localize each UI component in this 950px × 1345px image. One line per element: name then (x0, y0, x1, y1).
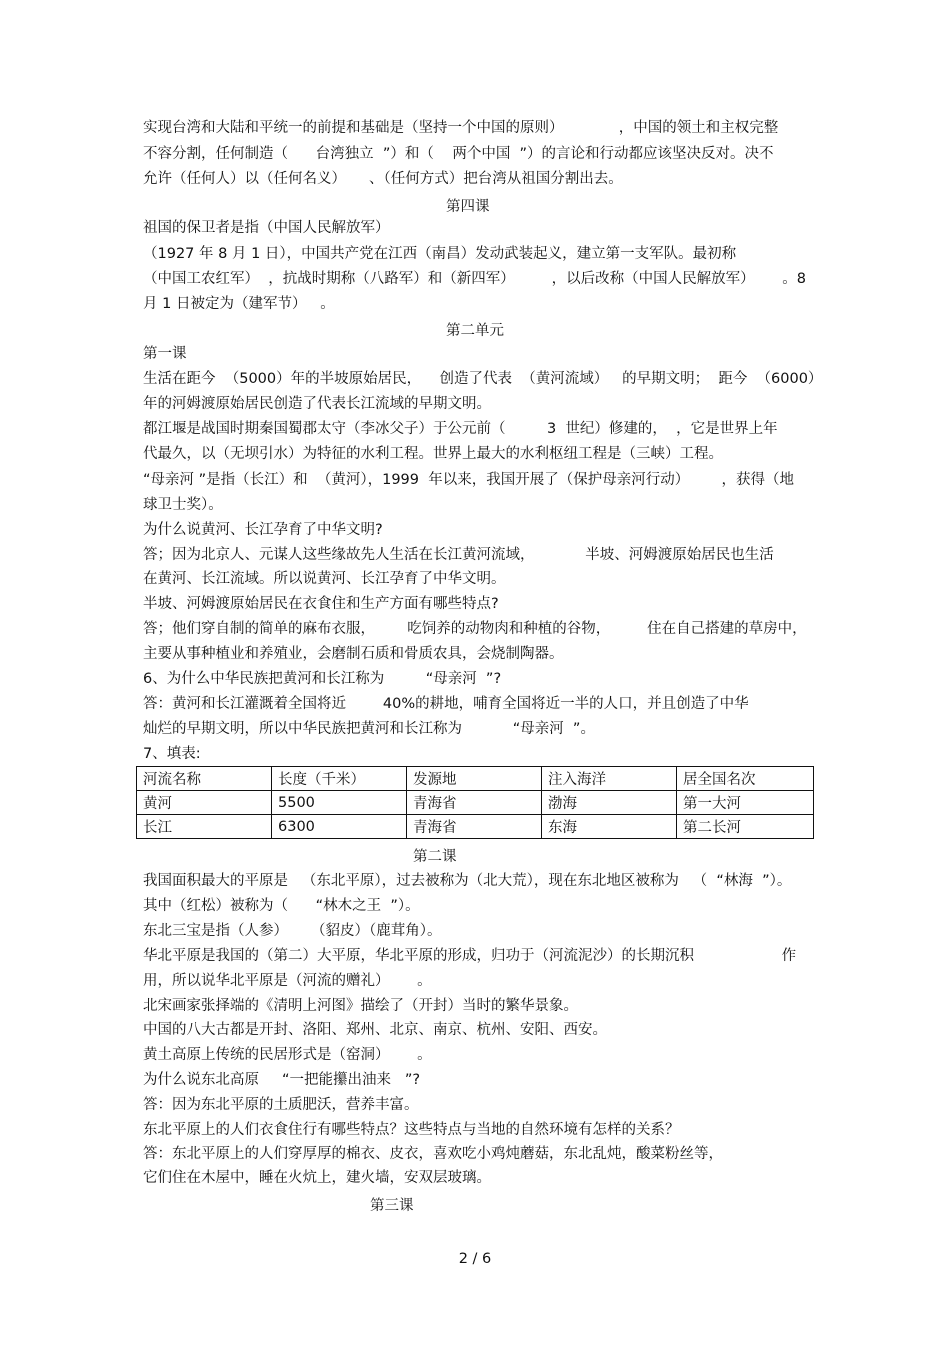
answer-line: 答：因为东北平原的土质肥沃，营养丰富。 (143, 1097, 419, 1113)
section-heading: 第二课 (413, 849, 457, 865)
page-number: 2 / 6 (458, 1251, 492, 1267)
text-line: （1927 年 8 月 1 日），中国共产党在江西（南昌）发动武装起义，建立第一支军队。最初称 (143, 246, 737, 262)
text-line: 黄土高原上传统的民居形式是（窑洞） 。 (143, 1047, 432, 1063)
section-heading: 第三课 (370, 1198, 414, 1214)
text-line: 第一课 (143, 346, 187, 362)
text-line: 实现台湾和大陆和平统一的前提和基础是（坚持一个中国的原则） ，中国的领土和主权完整 (143, 120, 779, 136)
text-line: 7、填表: (143, 746, 201, 762)
text-line: 不容分割，任何制造（ 台湾独立 ”）和（ 两个中国 ”）的言论和行动都应该坚决反对。决不 (143, 146, 774, 162)
answer-line: 主要从事种植业和养殖业，会磨制石质和骨质农具，会烧制陶器。 (143, 646, 564, 662)
answer-line: 它们住在木屋中，睡在火炕上，建火墙，安双层玻璃。 (143, 1170, 491, 1186)
text-line: 用，所以说华北平原是（河流的赠礼） 。 (143, 973, 432, 989)
text-line: （中国工农红军） ，抗战时期称（八路军）和（新四军） ，以后改称（中国人民解放军） 。8 (143, 271, 806, 287)
text-line: 北宋画家张择端的《清明上河图》描绘了（开封）当时的繁华景象。 (143, 998, 578, 1014)
table-row (137, 815, 814, 839)
text-line: 年的河姆渡原始居民创造了代表长江流域的早期文明。 (143, 396, 491, 412)
unit-heading: 第二单元 (446, 323, 504, 339)
table-header-cell: 发源地 (407, 767, 542, 791)
question-line: 东北平原上的人们衣食住行有哪些特点？这些特点与当地的自然环境有怎样的关系？ (143, 1122, 680, 1138)
table-header-row (137, 767, 814, 791)
question-line: 为什么说黄河、长江孕育了中华文明? (143, 522, 383, 538)
question-line: 半坡、河姆渡原始居民在衣食住和生产方面有哪些特点? (143, 596, 499, 612)
text-line: 祖国的保卫者是指（中国人民解放军） (143, 220, 390, 236)
text-line: 我国面积最大的平原是 （东北平原），过去被称为（北大荒），现在东北地区被称为 （ “林海 ”）。 (143, 873, 792, 889)
text-line: 球卫士奖）。 (143, 497, 223, 513)
text-line: 月 1 日被定为（建军节） 。 (143, 296, 335, 312)
text-line: 华北平原是我国的（第二）大平原，华北平原的形成，归功于（河流泥沙）的长期沉积 作 (143, 948, 797, 964)
table-row (137, 791, 814, 815)
table-cell: 6300 (272, 815, 407, 839)
text-line: 允许（任何人）以（任何名义） 、（任何方式）把台湾从祖国分割出去。 (143, 171, 623, 187)
table-cell: 青海省 (407, 791, 542, 815)
answer-line: 答：黄河和长江灌溉着全国将近 40%的耕地，哺育全国将近一半的人口，并且创造了中华 (143, 696, 749, 712)
text-line: 中国的八大古都是开封、洛阳、郑州、北京、南京、杭州、安阳、西安。 (143, 1022, 607, 1038)
answer-line: 灿烂的早期文明，所以中华民族把黄河和长江称为 “母亲河 ”。 (143, 721, 595, 737)
question-line: 6、为什么中华民族把黄河和长江称为 “母亲河 ”? (143, 671, 502, 687)
answer-line: 在黄河、长江流域。所以说黄河、长江孕育了中华文明。 (143, 571, 506, 587)
table-cell: 长江 (137, 815, 272, 839)
table-cell: 第一大河 (677, 791, 814, 815)
table-cell: 5500 (272, 791, 407, 815)
text-line: 生活在距今 （5000）年的半坡原始居民， 创造了代表 （黄河流域） 的早期文明； 距今 （6000） (143, 371, 823, 387)
table-cell: 青海省 (407, 815, 542, 839)
table-cell: 第二长河 (677, 815, 814, 839)
table-header-cell: 长度（千米） (272, 767, 407, 791)
text-line: 其中（红松）被称为（ “林木之王 ”）。 (143, 898, 420, 914)
question-line: 为什么说东北高原 “一把能攥出油来 ”? (143, 1072, 421, 1088)
text-line: 代最久，以（无坝引水）为特征的水利工程。世界上最大的水利枢纽工程是（三峡）工程。 (143, 446, 723, 462)
text-line: 都江堰是战国时期秦国蜀郡太守（李冰父子）于公元前（ 3 世纪）修建的， ，它是世界上年 (143, 421, 778, 437)
text-line: 东北三宝是指（人参） （貂皮）（鹿茸角）。 (143, 923, 442, 939)
text-line: “母亲河 ”是指（长江）和 （黄河），1999 年以来，我国开展了（保护母亲河行动） ，获得（地 (143, 472, 794, 488)
table-cell: 东海 (542, 815, 677, 839)
river-table (136, 766, 814, 839)
table-cell: 黄河 (137, 791, 272, 815)
answer-line: 答；因为北京人、元谋人这些缘故先人生活在长江黄河流域， 半坡、河姆渡原始居民也生活 (143, 547, 774, 563)
section-heading: 第四课 (446, 199, 490, 215)
table-cell: 渤海 (542, 791, 677, 815)
answer-line: 答；他们穿自制的简单的麻布衣服， 吃饲养的动物肉和种植的谷物， 住在自己搭建的草房中， (143, 621, 807, 637)
answer-line: 答：东北平原上的人们穿厚厚的棉衣、皮衣，喜欢吃小鸡炖蘑菇，东北乱炖，酸菜粉丝等， (143, 1146, 723, 1162)
table-header-cell: 河流名称 (137, 767, 272, 791)
table-header-cell: 居全国名次 (677, 767, 814, 791)
table-header-cell: 注入海洋 (542, 767, 677, 791)
